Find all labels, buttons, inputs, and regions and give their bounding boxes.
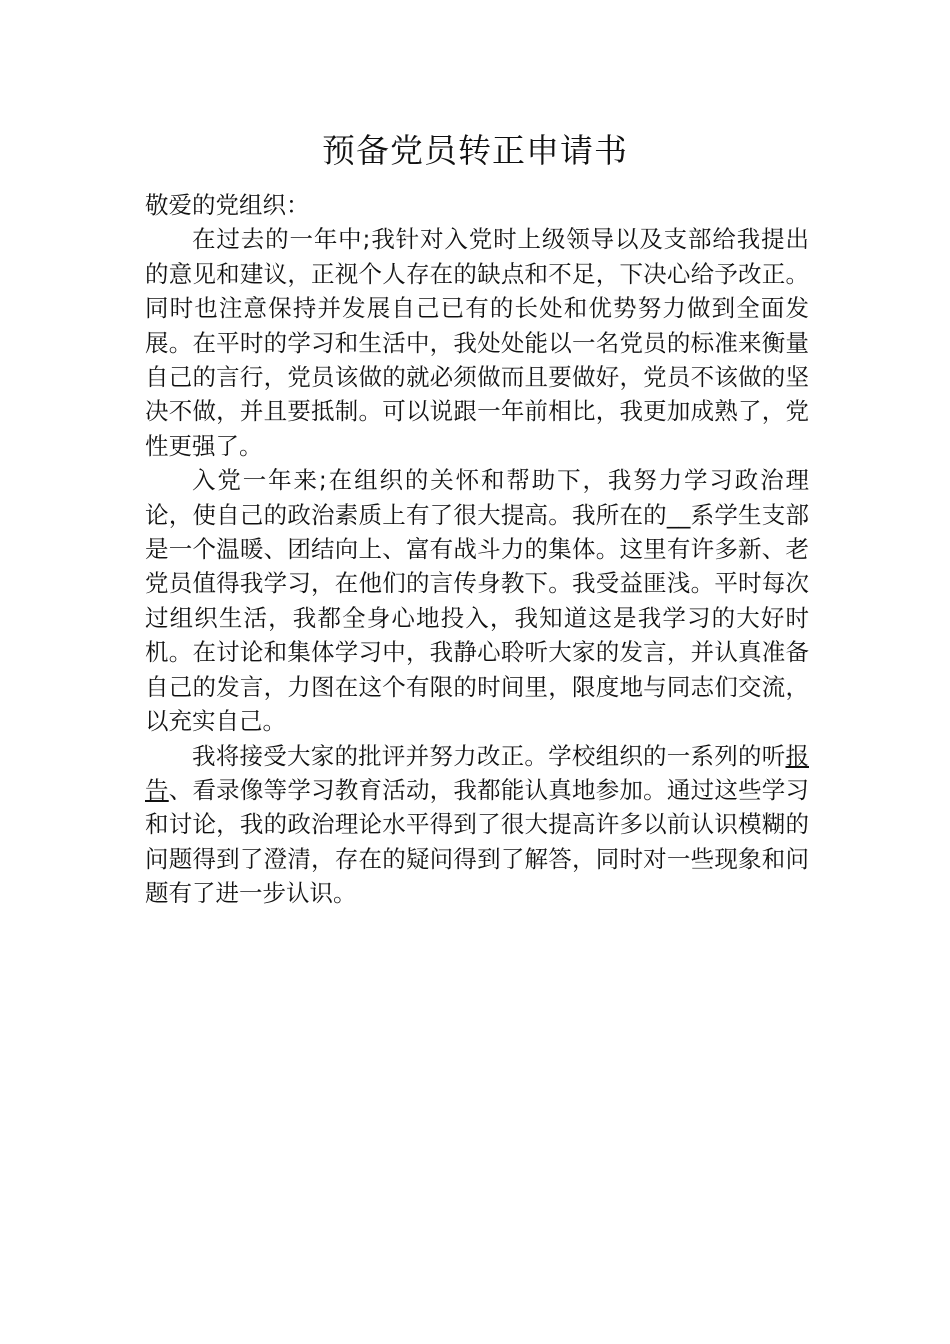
salutation: 敬爱的党组织：: [145, 191, 310, 219]
document-title: 预备党员转正申请书: [322, 131, 628, 170]
paragraph-3-text-end: 、看录像等学习教育活动，我都能认真地参加。通过这些学习和讨论，我的政治理论水平得到了很大提高许多以前认识模糊的问题得到了澄清，存在的疑问得到了解答，同时对一些现象和问题有了进一步认识。: [145, 775, 810, 908]
document-body: [145, 188, 809, 911]
report-link[interactable]: 报告: [145, 741, 809, 804]
paragraph-1: 在过去的一年中;我针对入党时上级领导以及支部给我提出的意见和建议，正视个人存在的缺点和不足，下决心给予改正。同时也注意保持并发展自己已有的长处和优势努力做到全面发展。在平时的学习和生活中，我处处能以一名党员的标准来衡量自己的言行，党员该做的就必须做而且要做好，党员不该做的坚决不做，并且要抵制。可以说跟一年前相比，我更加成熟了，党性更强了。: [145, 225, 809, 460]
paragraph-3-text-start: 我将接受大家的批评并努力改正。学校组织的一系列的听: [192, 741, 786, 770]
paragraph-2: 入党一年来;在组织的关怀和帮助下，我努力学习政治理论，使自己的政治素质上有了很大提高。我所在的__系学生支部是一个温暖、团结向上、富有战斗力的集体。这里有许多新、老党员值得我学习，在他们的言传身教下。我受益匪浅。平时每次过组织生活，我都全身心地投入，我知道这是我学习的大好时机。在讨论和集体学习中，我静心聆听大家的发言，并认真准备自己的发言，力图在这个有限的时间里，限度地与同志们交流，以充实自己。: [145, 466, 809, 736]
paragraph-3: [145, 739, 809, 911]
